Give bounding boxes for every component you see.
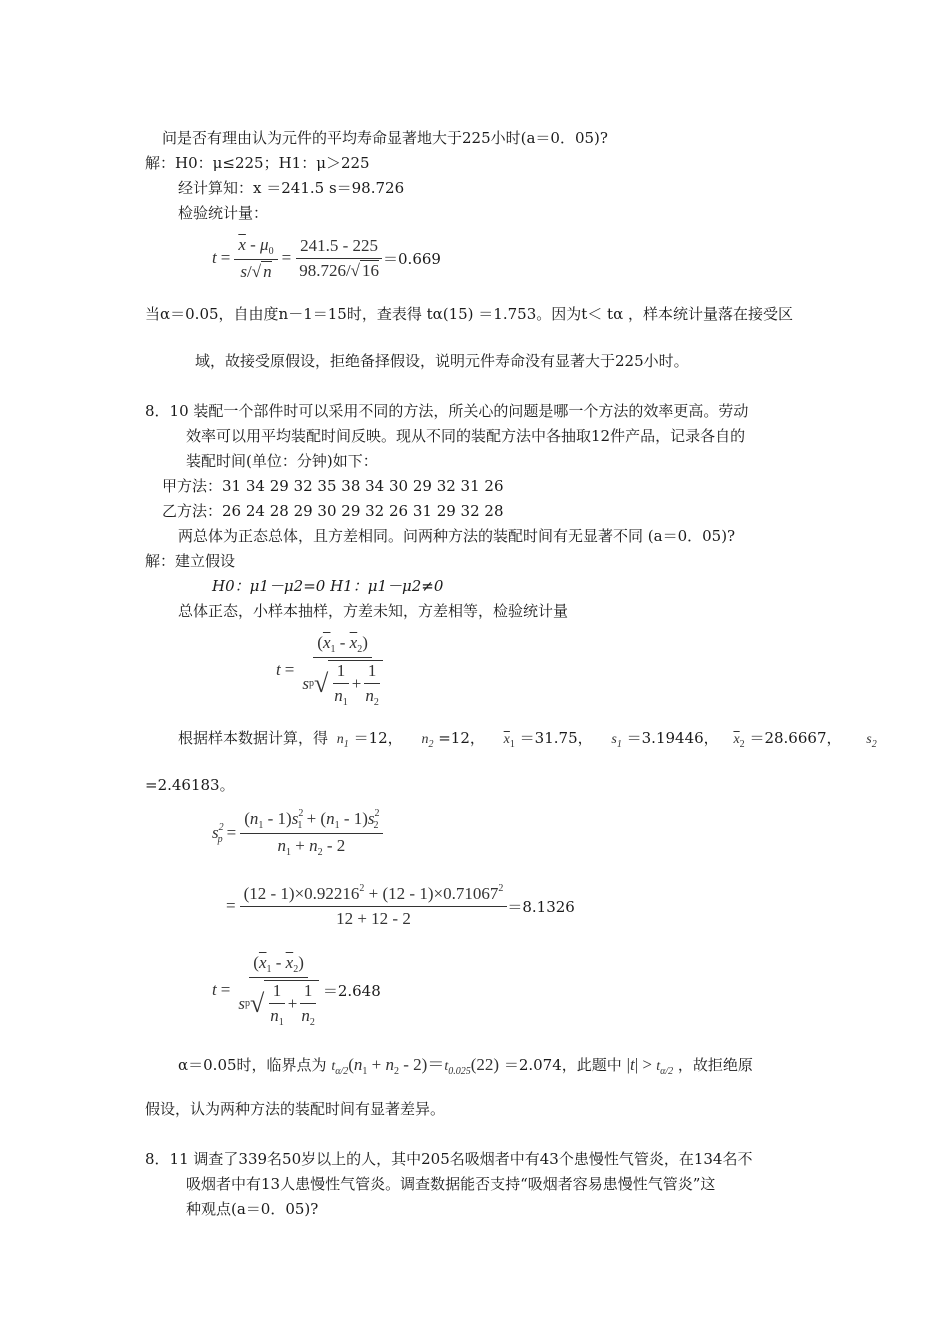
- sp-numeric: = $\frac{(12 - 1)\times 0.92216^2 + (12 - 1)\times 0.71067^2}{12 + 12 - 2}$ ＝8.1326: [226, 883, 575, 928]
- s1-value: ＝3.19446，: [626, 729, 719, 747]
- x1-value: ＝31.75，: [519, 729, 593, 747]
- q811-line-3: 种观点(a＝0．05)?: [186, 1200, 319, 1218]
- s2-value: =2.46183。: [145, 776, 235, 794]
- t-formula-3: t = $(\overline{x}_1 - \overline{x}_2)$ s p √ $\frac{1}{n_1}$ + $\frac{1}{n_2}$ ＝2.648: [212, 952, 381, 1028]
- q810-line-2: 效率可以用平均装配时间反映。现从不同的装配方法中各抽取12件产品，记录各自的: [186, 427, 746, 445]
- q810-line-1: 8．10 装配一个部件时可以采用不同的方法，所关心的问题是哪一个方法的效率更高。劳动: [145, 402, 749, 420]
- n2-value: =12，: [438, 729, 485, 747]
- t-fraction-two-sample: $(\overline{x}_1 - \overline{x}_2)$ s p √ $\frac{1}{n_1}$ + $\frac{1}{n_2}$: [298, 633, 387, 708]
- hypotheses-2: H0：μ1－μ2=0 H1：μ1－μ2≠0: [212, 577, 444, 595]
- t-formula-2: t = $(\overline{x}_1 - \overline{x}_2)$ s p √ $\frac{1}{n_1}$ + $\frac{1}{n_2}$: [276, 630, 387, 710]
- t-symbol: t: [212, 248, 217, 267]
- x2-value: ＝28.6667，: [749, 729, 842, 747]
- question-continuation: 问是否有理由认为元件的平均寿命显著地大于225小时(a＝0．05)?: [162, 129, 608, 147]
- sp-numeric-fraction: $\frac{(12 - 1)\times 0.92216^2 + (12 - 1)\times 0.71067^2}{12 + 12 - 2}$: [240, 883, 508, 929]
- conclusion-line-2: 域，故接受原假设，拒绝备择假设，说明元件寿命没有显著大于225小时。: [195, 352, 689, 370]
- t-formula-1: t = $\frac{\overline{x} - \mu_0}{s/√ n}$ = $\frac{241.5 - 225}{98.726/√ 16}$ ＝0.669: [212, 234, 441, 281]
- sp-result: ＝8.1326: [507, 897, 575, 916]
- q811-line-1: 8．11 调查了339名50岁以上的人，其中205名吸烟者中有43个患慢性气管炎，在134名不: [145, 1150, 753, 1168]
- method-jia-data: 甲方法：31 34 29 32 35 38 34 30 29 32 31 26: [162, 477, 504, 495]
- solution-label: 解：: [145, 154, 176, 172]
- q811-line-2: 吸烟者中有13人患慢性气管炎。调查数据能否支持“吸烟者容易患慢性气管炎”这: [186, 1175, 716, 1193]
- t-fraction-numeric: $\frac{241.5 - 225}{98.726/√ 16}$: [295, 236, 383, 281]
- test-stat-label: 检验统计量：: [178, 204, 269, 222]
- t-result-1: ＝0.669: [383, 249, 441, 268]
- t-result-2: ＝2.648: [322, 981, 381, 1000]
- sample-values: 根据样本数据计算，得 $n_1 =12$， $n_2 =12$， $\overline{x}_1 =31.75$， $s_1 =3.19446$， $\overline{x}_2 =28.6667$， $s_2$: [178, 729, 877, 750]
- n1-value: ＝12，: [353, 729, 403, 747]
- sp-formula: $s^2_p$ = $\frac{(n_1 - 1)s^2_1 + (n_1 - 1)s^2_2}{n_1 + n_2 - 2}$: [212, 806, 383, 860]
- q810-condition: 两总体为正态总体，且方差相同。问两种方法的装配时间有无显著不同 (a＝0．05)?: [178, 527, 736, 545]
- q810-line-3: 装配时间(单位：分钟)如下：: [186, 452, 378, 470]
- method-description: 总体正态，小样本抽样，方差未知，方差相等，检验统计量: [178, 602, 569, 620]
- conclusion-line-1: 当α＝0.05，自由度n－1＝15时，查表得 tα(15) ＝1.753。因为t＜ tα ，样本统计量落在接受区: [145, 305, 793, 323]
- hypotheses-h0-h1: H0：μ≤225；H1：μ＞225: [175, 154, 370, 172]
- solution-hypotheses: [145, 153, 370, 173]
- t-fraction-symbolic: $\frac{\overline{x} - \mu_0}{s/√ n}$: [234, 235, 277, 282]
- sample-calc: 经计算知：x ＝241.5 s＝98.726: [178, 179, 405, 197]
- conclusion-2: 假设，认为两种方法的装配时间有显著差异。: [145, 1100, 446, 1118]
- method-yi-data: 乙方法：26 24 28 29 30 29 32 26 31 29 32 28: [162, 502, 504, 520]
- critical-value-line: α＝0.05时，临界点为 $t_{\alpha/2}(n_1 + n_2 - 2)=t_{0.025}(22) =2.074$，此题中 $|t| > t_{\alpha/2}$ ，故拒绝原: [178, 1055, 753, 1077]
- solution-2-label: 解：建立假设: [145, 552, 236, 570]
